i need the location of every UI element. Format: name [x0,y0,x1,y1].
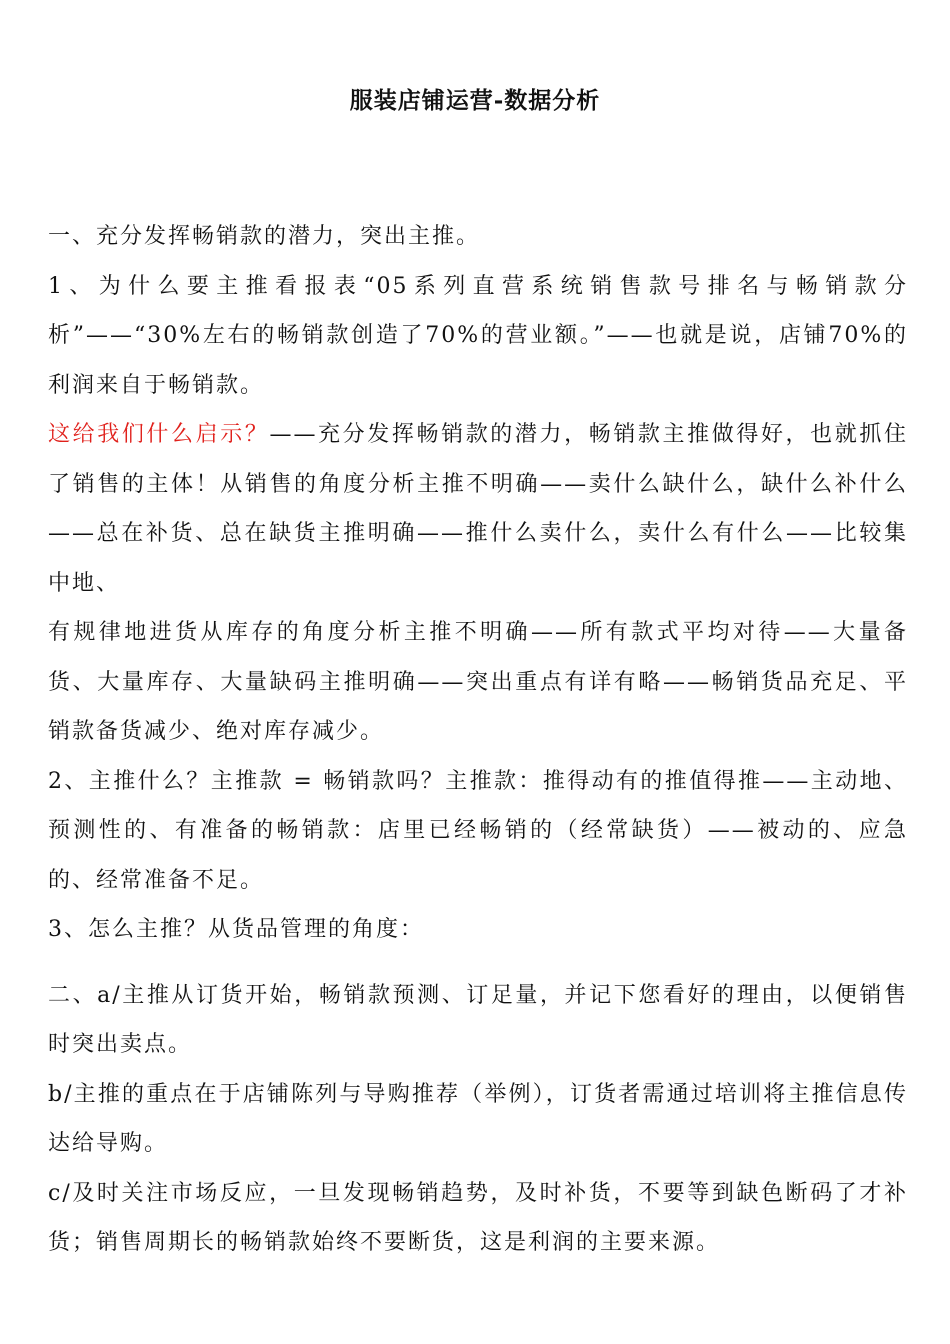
document-body [48,212,908,1268]
insight-question-highlight: 这给我们什么启示？ [48,422,270,447]
paragraph-section-two-b: b/主推的重点在于店铺陈列与导购推荐（举例），订货者需通过培训将主推信息传达给导购。 [48,1081,908,1156]
insight-text: ——充分发挥畅销款的潜力，畅销款主推做得好，也就抓住了销售的主体！从销售的角度分析主推不明确——卖什么缺什么，缺什么补什么——总在补货、总在缺货主推明确——推什么卖什么，卖什么有什么——比较集中地、 [48,422,908,596]
paragraph-insight [48,410,908,608]
paragraph-how-to-promote: 3、怎么主推？从货品管理的角度： [48,917,424,942]
paragraph-section-two-a: 二、a/主推从订货开始，畅销款预测、订足量，并记下您看好的理由，以便销售时突出卖点。 [48,982,908,1057]
paragraph-inventory-analysis: 有规律地进货从库存的角度分析主推不明确——所有款式平均对待——大量备货、大量库存、大量缺码主推明确——突出重点有详有略——畅销货品充足、平销款备货减少、绝对库存减少。 [48,620,908,744]
paragraph-why-promote: 1、为什么要主推看报表“05系列直营系统销售款号排名与畅销款分析”——“30%左右的畅销款创造了70%的营业额。”——也就是说，店铺70%的利润来自于畅销款。 [48,273,908,398]
paragraph-what-to-promote: 2、主推什么？主推款 = 畅销款吗？主推款：推得动有的推值得推——主动地、预测性的、有准备的畅销款：店里已经畅销的（经常缺货）——被动的、应急的、经常准备不足。 [48,768,908,893]
paragraph-section-one-heading: 一、充分发挥畅销款的潜力，突出主推。 [48,224,481,249]
paragraph-section-two-c: c/及时关注市场反应，一旦发现畅销趋势，及时补货，不要等到缺色断码了才补货；销售周期长的畅销款始终不要断货，这是利润的主要来源。 [48,1180,908,1255]
document-title: 服装店铺运营-数据分析 [349,87,601,114]
